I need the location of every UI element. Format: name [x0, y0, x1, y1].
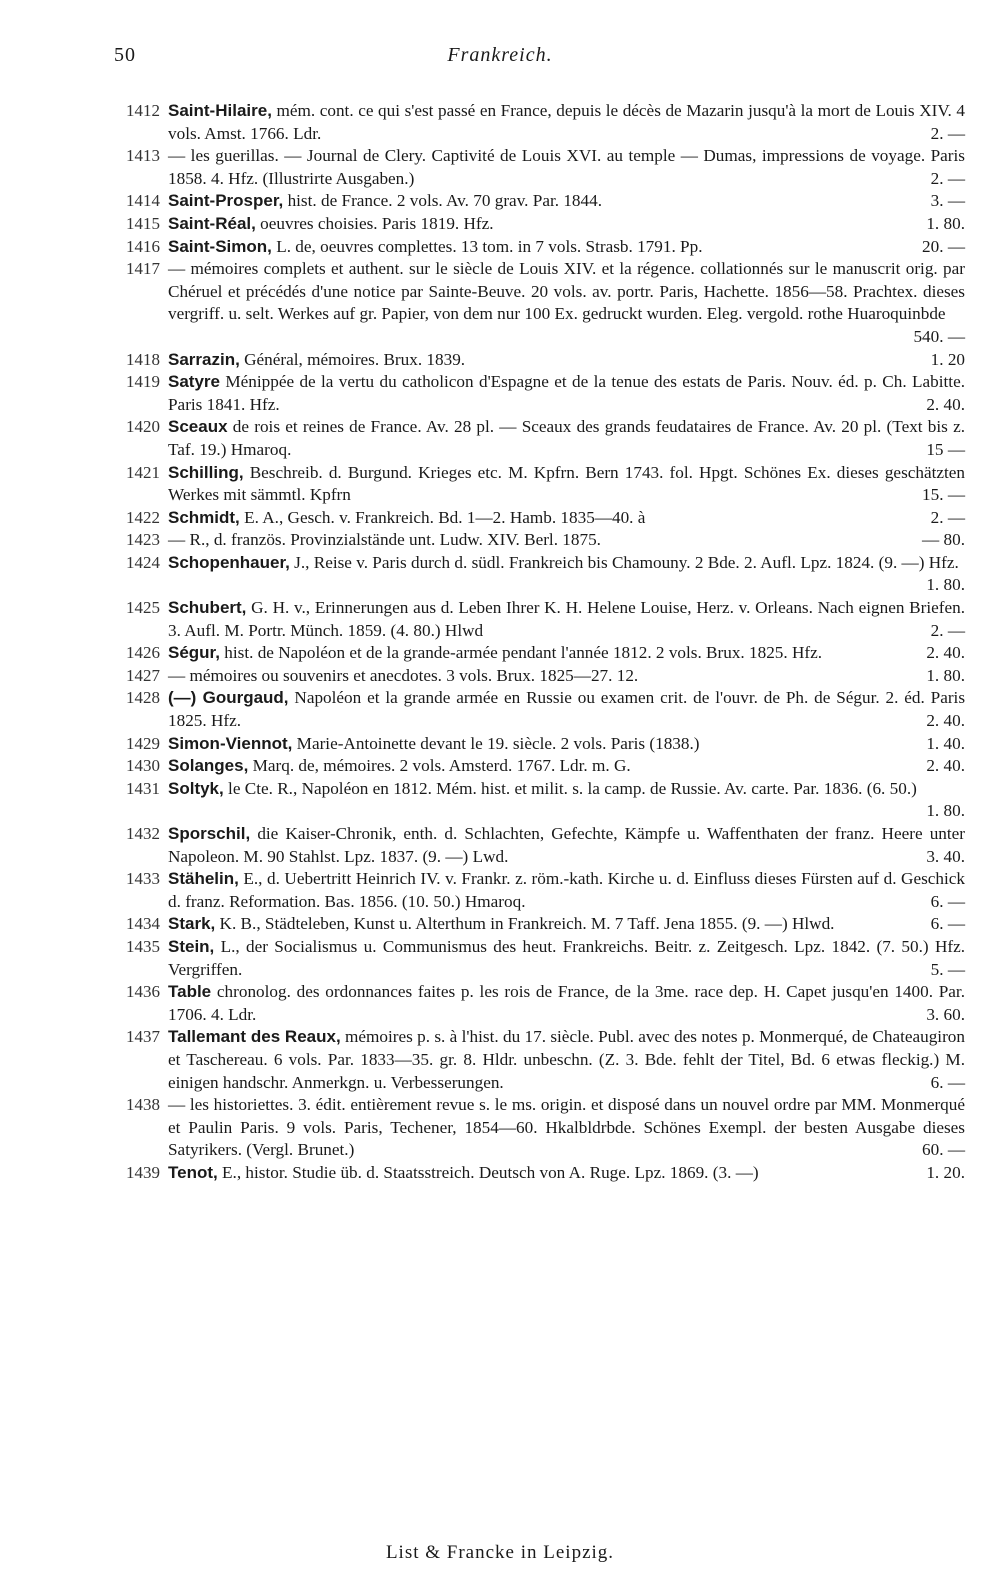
- entry-number: 1434: [126, 914, 160, 934]
- entry-number: 1417: [126, 259, 160, 279]
- entry-description: — mémoires ou souvenirs et anecdotes. 3 vols. Brux. 1825—27. 12.: [168, 665, 639, 685]
- entry-description: — R., d. französ. Provinzialstände unt. Ludw. XIV. Berl. 1875.: [168, 530, 601, 550]
- entry-description: le Cte. R., Napoléon en 1812. Mém. hist. et milit. s. la camp. de Russie. Av. carte. Par. 1836. (6. 50.): [228, 778, 917, 798]
- catalog-entry: [100, 755, 965, 778]
- entry-description: mémoires p. s. à l'hist. du 17. siècle. Publ. avec des notes p. Monmerqué, de Chateaugiron et Taschereau. 6 vols. Par. 1833—35. gr. 8. Hldr. unbeschn. (Z. 3. Bde. fehlt der Titel, Bd. 6 etwas fleckig.) M. einigen handschr. Anmerkgn. u. Verbesserungen.: [168, 1027, 965, 1092]
- entry-author: Schopenhauer,: [168, 552, 290, 572]
- catalog-entry: [100, 868, 965, 913]
- entry-description: E. A., Gesch. v. Frankreich. Bd. 1—2. Hamb. 1835—40. à: [244, 507, 646, 527]
- entry-description: Napoléon et la grande armée en Russie ou examen crit. de l'ouvr. de Ph. de Ségur. 2. éd. Paris 1825. Hfz.: [168, 688, 966, 731]
- entry-price: 1. 80.: [926, 801, 965, 821]
- entry-number: 1423: [126, 530, 160, 550]
- catalog-entry: [100, 416, 965, 461]
- entry-description: mém. cont. ce qui s'est passé en France, depuis le décès de Mazarin jusqu'à la mort de Louis XIV. 4 vols. Amst. 1766. Ldr.: [168, 101, 965, 143]
- entry-number: 1428: [126, 688, 160, 708]
- entry-author: Satyre: [168, 372, 220, 392]
- entry-price: 3. —: [930, 191, 965, 211]
- catalog-entry: [100, 507, 965, 530]
- entry-author: Saint-Simon,: [168, 236, 272, 256]
- entry-number: 1430: [126, 756, 160, 776]
- entry-price: 1. 80.: [926, 665, 965, 685]
- entry-description: Marie-Antoinette devant le 19. siècle. 2 vols. Paris (1838.): [296, 733, 700, 753]
- entry-number: 1420: [126, 417, 160, 437]
- entry-price: 6. —: [930, 914, 965, 934]
- entry-author: Schubert,: [168, 598, 247, 618]
- entry-price: 540. —: [913, 326, 965, 346]
- catalog-entry: [100, 213, 965, 236]
- entry-price: 6. —: [930, 891, 965, 911]
- entry-number: 1421: [126, 462, 160, 482]
- entry-price: 1. 20: [930, 349, 965, 369]
- entry-price: — 80.: [922, 530, 965, 550]
- catalog-entry: [100, 529, 965, 552]
- catalog-entry: [100, 145, 965, 190]
- entry-price: 2. —: [930, 620, 965, 640]
- catalog-entry: [100, 687, 965, 732]
- catalog-entry: [100, 100, 965, 145]
- entry-number: 1436: [126, 982, 160, 1002]
- catalog-entry: [100, 1026, 965, 1094]
- catalog-entry: [100, 597, 965, 642]
- entry-author: Simon-Viennot,: [168, 733, 293, 753]
- catalog-entry: [100, 936, 965, 981]
- entry-price: 5. —: [930, 959, 965, 979]
- catalog-entry: [100, 349, 965, 372]
- entry-author: Tenot,: [168, 1162, 218, 1182]
- catalog-entry: [100, 258, 965, 348]
- entry-price: 1. 80.: [926, 575, 965, 595]
- entry-number: 1433: [126, 869, 160, 889]
- running-title: Frankreich.: [447, 44, 553, 66]
- entry-price: 3. 60.: [926, 1004, 965, 1024]
- entry-price: 2. —: [930, 507, 965, 527]
- entry-author: Stähelin,: [168, 869, 239, 889]
- entry-number: 1413: [126, 146, 160, 166]
- page-number: 50: [114, 44, 136, 66]
- entry-price: 20. —: [922, 236, 965, 256]
- entry-author: Sporschil,: [168, 824, 251, 843]
- entry-author: Saint-Réal,: [168, 213, 256, 233]
- catalog-entry: [100, 1094, 965, 1162]
- entry-number: 1431: [126, 778, 160, 798]
- entry-author: Solanges,: [168, 756, 249, 776]
- entry-author: Stark,: [168, 914, 216, 934]
- entry-number: 1438: [126, 1095, 160, 1115]
- entry-number: 1427: [126, 665, 160, 685]
- entry-author: Stein,: [168, 936, 215, 956]
- entry-author: Table: [168, 982, 212, 1002]
- page-header: [0, 44, 1000, 74]
- entry-number: 1424: [126, 552, 160, 572]
- entry-price: 1. 40.: [926, 733, 965, 753]
- publisher-footer: List & Francke in Leipzig.: [385, 1542, 615, 1563]
- entry-number: 1437: [126, 1027, 160, 1047]
- catalog-entry: [100, 913, 965, 936]
- entry-price: 2. —: [930, 168, 965, 188]
- entry-description: E., histor. Studie üb. d. Staatsstreich. Deutsch von A. Ruge. Lpz. 1869. (3. —): [222, 1162, 759, 1182]
- entry-author: Sceaux: [168, 417, 228, 437]
- entry-description: G. H. v., Erinnerungen aus d. Leben Ihrer K. H. Helene Louise, Herz. v. Orleans. Nach eignen Briefen. 3. Aufl. M. Portr. Münch. 1859. (4. 80.) Hlwd: [168, 598, 966, 640]
- entry-author: (—) Gourgaud,: [168, 688, 289, 708]
- entry-price: 15 —: [926, 439, 965, 459]
- catalog-entry: [100, 981, 965, 1026]
- entry-author: Schmidt,: [168, 507, 240, 527]
- entry-description: Marq. de, mémoires. 2 vols. Amsterd. 1767. Ldr. m. G.: [252, 756, 631, 776]
- entry-description: Général, mémoires. Brux. 1839.: [244, 349, 466, 369]
- catalog-entry: [100, 190, 965, 213]
- entry-description: hist. de France. 2 vols. Av. 70 grav. Par. 1844.: [287, 191, 602, 211]
- entry-author: Ségur,: [168, 643, 220, 663]
- catalog-entry: [100, 778, 965, 823]
- entry-description: die Kaiser-Chronik, enth. d. Schlachten, Gefechte, Kämpfe u. Waffenthaten der franz. Heere unter Napoleon. M. 90 Stahlst. Lpz. 1837. (9. —) Lwd.: [168, 824, 966, 866]
- entry-price: 2. —: [930, 123, 965, 143]
- entry-price: 2. 40.: [926, 711, 965, 731]
- entry-description: de rois et reines de France. Av. 28 pl. — Sceaux des grands feudataires de France. Av. 20 pl. (Text bis z. Taf. 19.) Hmaroq.: [168, 417, 965, 459]
- catalog-entry: [100, 1162, 965, 1185]
- entry-number: 1439: [126, 1162, 160, 1182]
- catalog-entry: [100, 733, 965, 756]
- catalog-entry: [100, 552, 965, 597]
- entry-description: K. B., Städteleben, Kunst u. Alterthum in Frankreich. M. 7 Taff. Jena 1855. (9. —) Hlwd.: [219, 914, 835, 934]
- entry-price: 6. —: [930, 1072, 965, 1092]
- catalog-entry: [100, 823, 965, 868]
- entry-number: 1432: [126, 824, 160, 843]
- catalog-entry: [100, 642, 965, 665]
- catalog-entry: [100, 236, 965, 259]
- entry-author: Saint-Hilaire,: [168, 101, 272, 120]
- entry-author: Sarrazin,: [168, 349, 240, 369]
- entry-number: 1425: [126, 598, 160, 618]
- entry-description: oeuvres choisies. Paris 1819. Hfz.: [260, 213, 494, 233]
- entry-description: chronolog. des ordonnances faites p. les rois de France, de la 3me. race dep. H. Capet jusqu'en 1400. Par. 1706. 4. Ldr.: [168, 982, 966, 1024]
- entry-description: L. de, oeuvres complettes. 13 tom. in 7 vols. Strasb. 1791. Pp.: [276, 236, 703, 256]
- entry-number: 1419: [126, 372, 160, 392]
- entry-description: — les guerillas. — Journal de Clery. Captivité de Louis XVI. au temple — Dumas, impressions de voyage. Paris 1858. 4. Hfz. (Illustrirte Ausgaben.): [168, 146, 965, 188]
- entry-price: 1. 80.: [926, 213, 965, 233]
- entry-number: 1415: [126, 213, 160, 233]
- catalog-entry: [100, 371, 965, 416]
- entry-number: 1426: [126, 643, 160, 663]
- entry-number: 1429: [126, 733, 160, 753]
- catalog-entry: [100, 462, 965, 507]
- entry-price: 2. 40.: [926, 756, 965, 776]
- entry-number: 1418: [126, 349, 160, 369]
- entry-price: 1. 20.: [926, 1162, 965, 1182]
- entry-author: Soltyk,: [168, 778, 224, 798]
- entry-author: Saint-Prosper,: [168, 191, 284, 211]
- entry-price: 3. 40.: [926, 846, 965, 866]
- entry-number: 1435: [126, 936, 160, 956]
- entry-description: E., d. Uebertritt Heinrich IV. v. Frankr. z. röm.-kath. Kirche u. d. Einfluss dieses Fürsten auf d. Geschick d. franz. Reformation. Bas. 1856. (10. 50.) Hmaroq.: [168, 869, 966, 911]
- entry-author: Tallemant des Reaux,: [168, 1027, 341, 1047]
- entry-description: hist. de Napoléon et de la grande-armée pendant l'année 1812. 2 vols. Brux. 1825. Hfz.: [224, 643, 823, 663]
- entry-author: Schilling,: [168, 462, 244, 482]
- catalog-entry: [100, 665, 965, 688]
- entry-number: 1414: [126, 191, 160, 211]
- entry-price: 60. —: [922, 1140, 965, 1160]
- entry-price: 15. —: [922, 485, 965, 505]
- entry-description: J., Reise v. Paris durch d. südl. Frankreich bis Chamouny. 2 Bde. 2. Aufl. Lpz. 1824. (9. —) Hfz.: [294, 552, 959, 572]
- entry-description: — les historiettes. 3. édit. entièrement revue s. le ms. origin. et disposé dans un nouvel ordre par MM. Monmerqué et Paulin Paris. 9 vols. Paris, Techener, 1854—60. Hkalbldrbde. Schönes Exempl. der besten Ausgabe dieses Satyrikers. (Vergl. Brunet.): [168, 1095, 965, 1160]
- entry-description: Beschreib. d. Burgund. Krieges etc. M. Kpfrn. Bern 1743. fol. Hpgt. Schönes Ex. dieses geschätzten Werkes mit sämmtl. Kpfrn: [168, 462, 966, 505]
- entry-description: — mémoires complets et authent. sur le siècle de Louis XIV. et la régence. collationnés sur le manuscrit orig. par Chéruel et précédés d'une notice par Sainte-Beuve. 20 vols. av. portr. Paris, Hachette. 1856—58. Prachtex. dieses vergriff. u. selt. Werkes auf gr. Papier, von dem nur 100 Ex. gedruckt wurden. Eleg. vergold. rothe Huaroquinbde: [168, 259, 965, 324]
- entry-price: 2. 40.: [926, 643, 965, 663]
- entry-number: 1416: [126, 236, 160, 256]
- entry-description: L., der Socialismus u. Communismus des heut. Frankreichs. Beitr. z. Zeitgesch. Lpz. 1842. (7. 50.) Hfz. Vergriffen.: [168, 936, 966, 979]
- entry-number: 1422: [126, 507, 160, 527]
- catalog-entries: [100, 100, 965, 1185]
- entry-number: 1412: [126, 101, 160, 120]
- entry-price: 2. 40.: [926, 394, 965, 414]
- entry-description: Ménippée de la vertu du catholicon d'Espagne et de la tenue des estats de Paris. Nouv. éd. p. Ch. Labitte. Paris 1841. Hfz.: [168, 372, 965, 414]
